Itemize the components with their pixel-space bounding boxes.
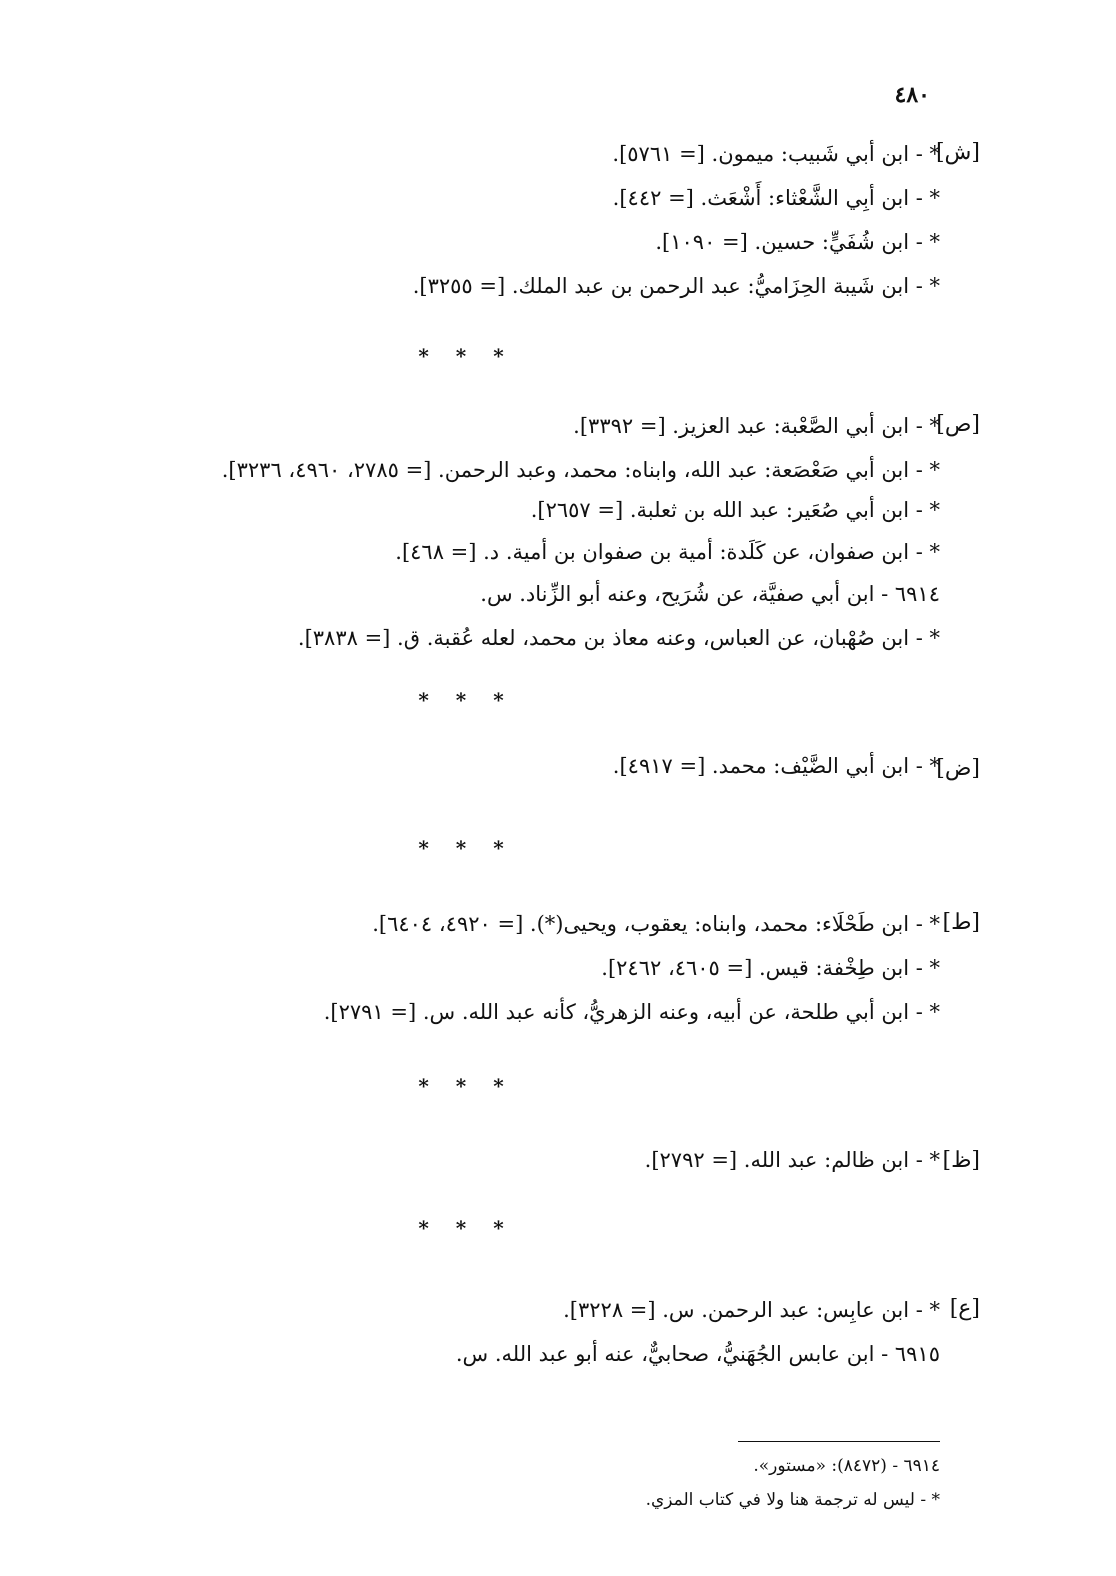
section-letter-ta: [ط] bbox=[942, 910, 980, 935]
footnote: ٦٩١٤ - (٨٤٧٢): «مستور». bbox=[753, 1456, 940, 1476]
entry-line: * - ابن أبِي الشَّعْثاء: أَشْعَث. [= ٤٤٢]. bbox=[612, 186, 940, 210]
entry-line: * - ابن ظالم: عبد الله. [= ٢٧٩٢]. bbox=[644, 1148, 940, 1172]
section-separator: * * * bbox=[418, 836, 514, 860]
entry-line: * - ابن أبي الصَّعْبة: عبد العزيز. [= ٣٣٩٢]. bbox=[573, 414, 940, 438]
section-letter-dha: [ظ] bbox=[942, 1148, 980, 1173]
footnote: * - ليس له ترجمة هنا ولا في كتاب المزي. bbox=[645, 1490, 940, 1510]
section-letter-ain: [ع] bbox=[949, 1296, 980, 1321]
section-letter-sad: [ص] bbox=[936, 412, 980, 437]
section-separator: * * * bbox=[418, 344, 514, 368]
section-letter-shin: [ش] bbox=[935, 140, 980, 165]
entry-line: * - ابن صُهْبان، عن العباس، وعنه معاذ بن محمد، لعله عُقبة. ق. [= ٣٨٣٨]. bbox=[297, 626, 940, 650]
entry-line: * - ابن شُفَيٍّ: حسين. [= ١٠٩٠]. bbox=[655, 230, 940, 254]
entry-line: * - ابن صفوان، عن كَلَدة: أمية بن صفوان بن أمية. د. [= ٤٦٨]. bbox=[395, 540, 940, 564]
entry-line: * - ابن عابِس: عبد الرحمن. س. [= ٣٢٢٨]. bbox=[563, 1298, 940, 1322]
entry-line: ٦٩١٤ - ابن أبي صفيَّة، عن شُرَيح، وعنه أبو الزِّناد. س. bbox=[480, 582, 940, 606]
entry-line: * - ابن أبي طلحة، عن أبيه، وعنه الزهريُّ، كأنه عبد الله. س. [= ٢٧٩١]. bbox=[323, 1000, 940, 1024]
section-separator: * * * bbox=[418, 1074, 514, 1098]
entry-line: * - ابن أبي صُعَير: عبد الله بن ثعلبة. [= ٢٦٥٧]. bbox=[530, 498, 940, 522]
entry-line: * - ابن أبي صَعْصَعة: عبد الله، وابناه: محمد، وعبد الرحمن. [= ٢٧٨٥، ٤٩٦٠، ٣٢٣٦]. bbox=[221, 458, 940, 482]
section-separator: * * * bbox=[418, 1216, 514, 1240]
footnote-rule bbox=[738, 1441, 940, 1442]
entry-line: ٦٩١٥ - ابن عابس الجُهَنيُّ، صحابيٌّ، عنه أبو عبد الله. س. bbox=[455, 1342, 940, 1366]
entry-line: * - ابن أبي الضَّيْف: محمد. [= ٤٩١٧]. bbox=[612, 754, 940, 778]
entry-line: * - ابن شَيبة الحِزَاميُّ: عبد الرحمن بن عبد الملك. [= ٣٢٥٥]. bbox=[412, 274, 940, 298]
entry-line: * - ابن أبي شَبيب: ميمون. [= ٥٧٦١]. bbox=[612, 142, 940, 166]
page-number: ٤٨٠ bbox=[894, 82, 930, 108]
entry-line: * - ابن طِخْفة: قيس. [= ٤٦٠٥، ٢٤٦٢]. bbox=[601, 956, 940, 980]
entry-line: * - ابن طَحْلَاء: محمد، وابناه: يعقوب، ويحيى(*). [= ٤٩٢٠، ٦٤٠٤]. bbox=[372, 912, 940, 936]
section-separator: * * * bbox=[418, 688, 514, 712]
section-letter-dad: [ض] bbox=[936, 756, 980, 781]
